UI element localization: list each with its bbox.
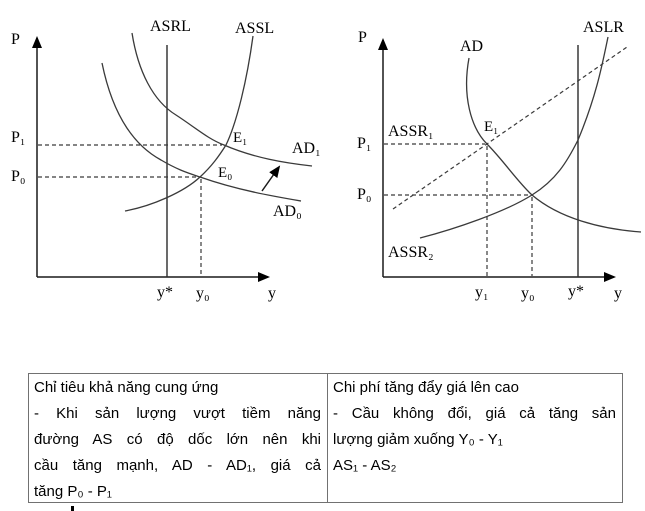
- right-diagram: [357, 19, 641, 302]
- asrl-label: ASRL: [150, 18, 191, 35]
- left-diagram: [11, 18, 321, 302]
- clipped-text-fragment: [71, 506, 74, 511]
- y1-label: y₁: [475, 284, 489, 301]
- right-price-axis-label: P: [358, 29, 367, 46]
- left-e0-label: E₀: [218, 165, 233, 181]
- summary-table: [28, 373, 623, 503]
- table-cell-supply-capacity: [29, 374, 328, 502]
- assr2-label: ASSR₂: [388, 244, 434, 261]
- ad-label: AD: [460, 38, 484, 55]
- right-p0-label: P₀: [357, 186, 372, 203]
- right-output-axis-label: y: [614, 285, 622, 302]
- left-e1-label: E₁: [233, 130, 248, 146]
- assr1-label: ASSR₁: [388, 123, 434, 140]
- right-p1-label: P₁: [357, 135, 372, 152]
- left-ystar-label: y*: [157, 284, 173, 301]
- ad0-label: AD₀: [273, 203, 302, 220]
- aslr-label: ASLR: [583, 19, 624, 36]
- left-price-axis-label: P: [11, 31, 20, 48]
- cost-push-title: Chi phí tăng đẩy giá lên cao: [333, 379, 519, 396]
- left-output-axis-label: y: [268, 285, 276, 302]
- right-ystar-label: y*: [568, 283, 584, 300]
- cost-push-text-line: AS₁ - AS₂: [333, 457, 397, 474]
- ad1-label: AD₁: [292, 140, 321, 157]
- table-cell-cost-push: [328, 374, 622, 502]
- ad-curve: [467, 58, 641, 232]
- right-e1-label: E₁: [484, 119, 499, 135]
- supply-capacity-text-line: - Khi sản lượng vượt tiềm năng: [34, 405, 321, 422]
- assl-label: ASSL: [235, 20, 275, 37]
- supply-capacity-title: Chỉ tiêu khả năng cung ứng: [34, 379, 219, 396]
- left-p0-label: P₀: [11, 168, 26, 185]
- left-p1-label: P₁: [11, 129, 26, 146]
- right-y0-label: y₀: [521, 285, 535, 302]
- assr2-curve: [420, 37, 608, 238]
- supply-capacity-text-line: tăng P₀ - P₁: [34, 483, 112, 500]
- supply-capacity-text-line: cầu tăng mạnh, AD - AD₁, giá cả: [34, 457, 321, 474]
- ad-shift-arrow: [262, 167, 279, 191]
- left-y0-label: y₀: [196, 285, 210, 302]
- cost-push-text-line: - Cầu không đổi, giá cả tăng sản: [333, 405, 616, 422]
- cost-push-text-line: lượng giảm xuống Y₀ - Y₁: [333, 431, 503, 448]
- supply-capacity-text-line: đường AS có độ dốc lớn nên khi: [34, 431, 321, 448]
- ad1-curve: [132, 33, 312, 166]
